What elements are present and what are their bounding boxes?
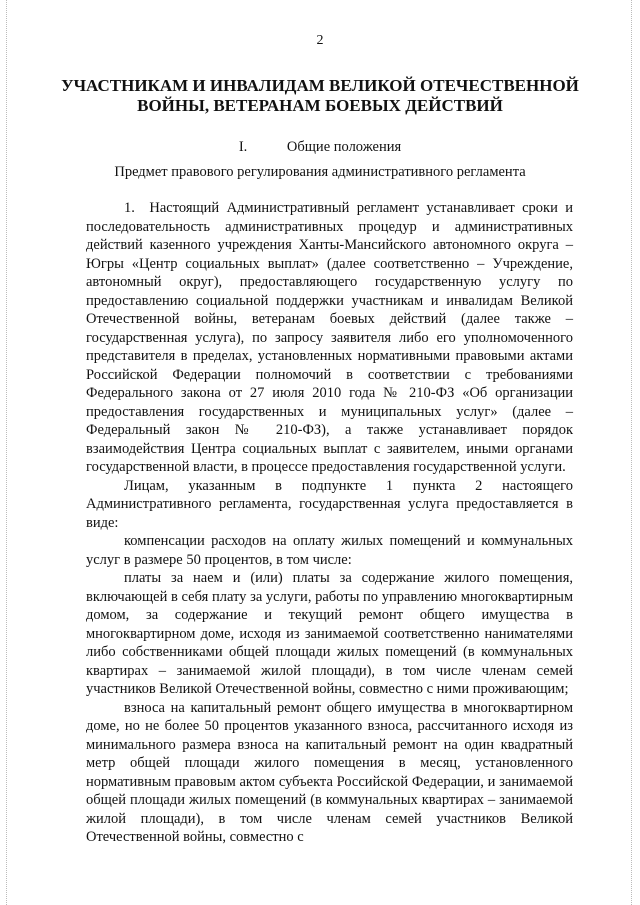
- page-number: 2: [316, 33, 324, 48]
- paragraph-3: компенсации расходов на оплату жилых помещений и коммунальных услуг в размере 50 процентов, в том числе:: [86, 533, 573, 568]
- section-heading: [0, 139, 640, 156]
- paragraph-1: 1. Настоящий Административный регламент устанавливает сроки и последовательность административных процедур и административных действий казенного учреждения Ханты-Мансийского автономного округа – Югры «Центр социальных выплат» (далее соответственно – Учреждение, автономный округ), предоставляющего государственную услугу по предоставлению социальной поддержки участникам и инвалидам Великой Отечественной войны, ветеранам боевых действий (далее также – государственная услуга), по запросу заявителя либо его уполномоченного представителя в пределах, установленных нормативными правовыми актами Российской Федерации полномочий в соответствии с требованиями Федерального закона от 27 июля 2010 года № 210-ФЗ «Об организации предоставления государственных и муниципальных услуг» (далее – Федеральный закон № 210-ФЗ), а также устанавливает порядок взаимодействия Центра социальных выплат с заявителем, иными органами государственной власти, в процессе предоставления государственной услуги.: [86, 200, 573, 475]
- paragraph-4: платы за наем и (или) платы за содержание жилого помещения, включающей в себя плату за услуги, работы по управлению многоквартирным домом, за содержание и текущий ремонт общего имущества в многоквартирном доме, исходя из занимаемой соответственно нанимателями либо собственниками общей площади жилых помещений (в коммунальных квартирах – занимаемой жилой площади), в том числе членам семей участников Великой Отечественной войны, совместно с ними проживающим;: [86, 570, 573, 697]
- paragraph-2: Лицам, указанным в подпункте 1 пункта 2 настоящего Административного регламента, государственная услуга предоставляется в виде:: [86, 477, 573, 531]
- subsection-heading: Предмет правового регулирования административного регламента: [114, 164, 526, 180]
- left-scan-edge: [6, 0, 9, 905]
- section-number: I.: [238, 139, 248, 155]
- section-title: Общие положения: [286, 139, 402, 155]
- paragraph-5: взноса на капитальный ремонт общего имущества в многоквартирном доме, но не более 50 процентов указанного взноса, рассчитанного исходя из минимального размера взноса на капитальный ремонт на один квадратный метр общей площади жилого помещения в месяц, установленного нормативным правовым актом субъекта Российской Федерации, и занимаемой общей площади жилых помещений (в коммунальных квартирах – занимаемой жилой площади), в том числе членам семей участников Великой Отечественной войны, совместно с: [86, 699, 573, 845]
- document-body: [86, 199, 573, 847]
- document-title: УЧАСТНИКАМ И ИНВАЛИДАМ ВЕЛИКОЙ ОТЕЧЕСТВЕННОЙ ВОЙНЫ, ВЕТЕРАНАМ БОЕВЫХ ДЕЙСТВИЙ: [61, 76, 579, 115]
- right-scan-edge: [631, 0, 634, 905]
